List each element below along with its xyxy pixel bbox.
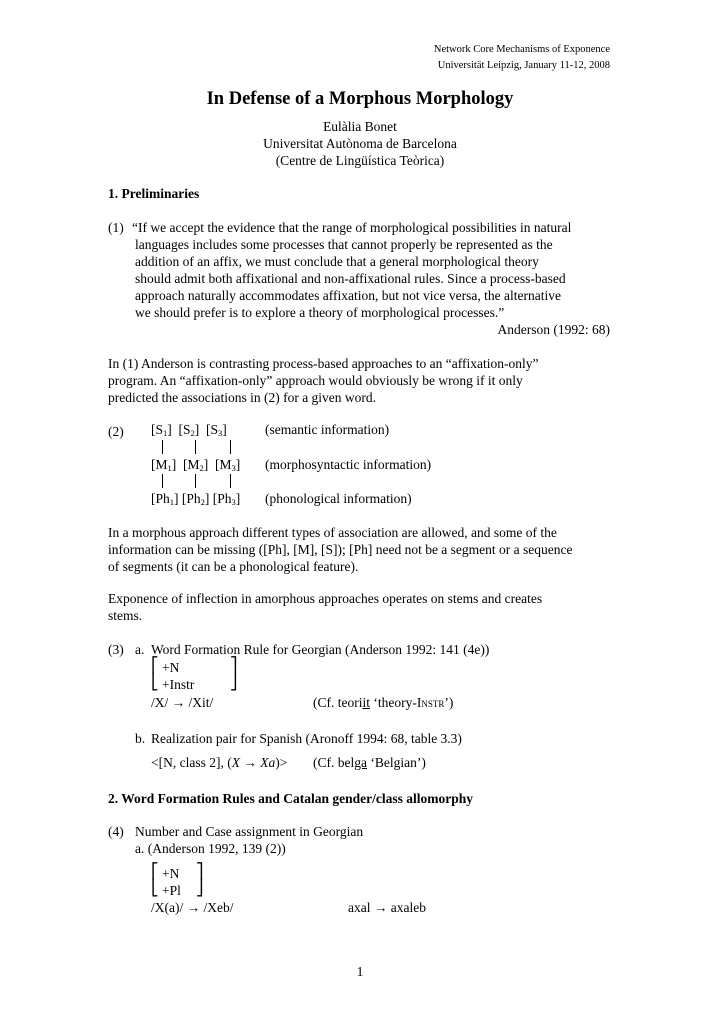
feature-bracket-left-bottom: ⎣ — [151, 675, 159, 691]
quote-line: languages includes some processes that cannot properly be represented as the — [135, 237, 553, 252]
quote-line: approach naturally accommodates affixation, but not vice versa, the alternative — [135, 288, 561, 303]
association-line — [162, 440, 163, 454]
rule-formula: /X(a)/ → /Xeb/ — [151, 900, 234, 915]
subexample-label: b. — [135, 731, 146, 746]
quote-line: addition of an affix, we must conclude that a general morphological theory — [135, 254, 539, 269]
feature-value: +Pl — [162, 883, 181, 898]
body-text-line: Exponence of inflection in amorphous approaches operates on stems and creates — [108, 591, 543, 606]
rule-example: axal → axaleb — [348, 900, 426, 915]
arrow-icon: → — [373, 900, 388, 915]
association-line — [195, 474, 196, 488]
body-text-line: In (1) Anderson is contrasting process-based approaches to an “affixation-only” — [108, 356, 539, 371]
arrow-icon: → — [171, 695, 186, 710]
feature-bracket-right-top: ⎤ — [196, 864, 204, 880]
semantic-row: $[S_1]$ $[S_2]$ $[S_3]$ — [151, 422, 227, 438]
realization-pair: <[N, class 2], (X → Xa)> — [151, 755, 288, 770]
author-centre: (Centre de Lingüística Teòrica) — [275, 153, 445, 168]
feature-value: +N — [162, 866, 180, 881]
feature-bracket-left-bottom: ⎣ — [151, 881, 159, 897]
association-line — [230, 440, 231, 454]
arrow-icon: → — [243, 755, 257, 770]
quote-line: we should prefer is to explore a theory of morphological processes.” — [135, 305, 505, 320]
page-number: 1 — [356, 964, 364, 979]
author-affiliation: Universitat Autònoma de Barcelona — [263, 136, 457, 151]
section-heading-1: 1. Preliminaries — [108, 186, 200, 201]
subexample-label: a. — [135, 642, 145, 657]
paper-title: In Defense of a Morphous Morphology — [206, 89, 514, 109]
conference-venue-date: Universität Leipzig, January 11-12, 2008 — [437, 60, 610, 71]
rule-formula: /X/ → /Xit/ — [151, 695, 214, 710]
subexample-title: Word Formation Rule for Georgian (Anderson 1992: 141 (4e)) — [151, 642, 490, 657]
section-heading-2: 2. Word Formation Rules and Catalan gender/class allomorphy — [108, 791, 474, 806]
phonological-row: $[Ph_1]$ $[Ph_2]$ $[Ph_3]$ — [151, 491, 241, 507]
quote-line: should admit both affixational and non-affixational rules. Since a process-based — [135, 271, 566, 286]
phonological-label: (phonological information) — [265, 491, 412, 506]
quote-citation: Anderson (1992: 68) — [497, 322, 610, 337]
quote-line: “If we accept the evidence that the range of morphological possibilities in natural — [132, 220, 572, 235]
body-text-line: program. An “affixation-only” approach would obviously be wrong if it only — [108, 373, 523, 388]
association-line — [162, 474, 163, 488]
author-name: Eulàlia Bonet — [323, 119, 397, 134]
example-number: (3) — [108, 642, 124, 657]
feature-bracket-right-bottom: ⎦ — [230, 675, 238, 691]
feature-bracket-left-top: ⎡ — [151, 864, 159, 880]
example-number: (4) — [108, 824, 124, 839]
example-title: Number and Case assignment in Georgian — [135, 824, 364, 839]
morphosyntactic-row: $[M_1]$ $[M_2]$ $[M_3]$ — [151, 457, 241, 473]
feature-bracket-right-top: ⎤ — [230, 658, 238, 674]
body-text-line: stems. — [108, 608, 143, 623]
body-text-line: predicted the associations in (2) for a given word. — [108, 390, 377, 405]
rule-example: (Cf. teoriit ‘theory-Instr’) — [313, 695, 454, 710]
arrow-icon: → — [186, 900, 201, 915]
morphosyntactic-label: (morphosyntactic information) — [265, 457, 432, 472]
semantic-label: (semantic information) — [265, 422, 390, 437]
association-line — [195, 440, 196, 454]
example-number: (2) — [108, 424, 124, 439]
feature-value: +Instr — [162, 677, 195, 692]
example-source: a. (Anderson 1992, 139 (2)) — [135, 841, 286, 856]
subexample-title: Realization pair for Spanish (Aronoff 1994: 68, table 3.3) — [151, 731, 462, 746]
rule-example: (Cf. belga ‘Belgian’) — [313, 755, 426, 770]
feature-bracket-left-top: ⎡ — [151, 658, 159, 674]
body-text-line: information can be missing ([Ph], [M], [S]); [Ph] need not be a segment or a sequence — [108, 542, 573, 557]
conference-name: Network Core Mechanisms of Exponence — [433, 44, 610, 55]
example-number: (1) — [108, 220, 124, 235]
feature-bracket-right-bottom: ⎦ — [196, 881, 204, 897]
body-text-line: In a morphous approach different types of association are allowed, and some of the — [108, 525, 557, 540]
body-text-line: of segments (it can be a phonological feature). — [108, 559, 359, 574]
feature-value: +N — [162, 660, 180, 675]
association-line — [230, 474, 231, 488]
